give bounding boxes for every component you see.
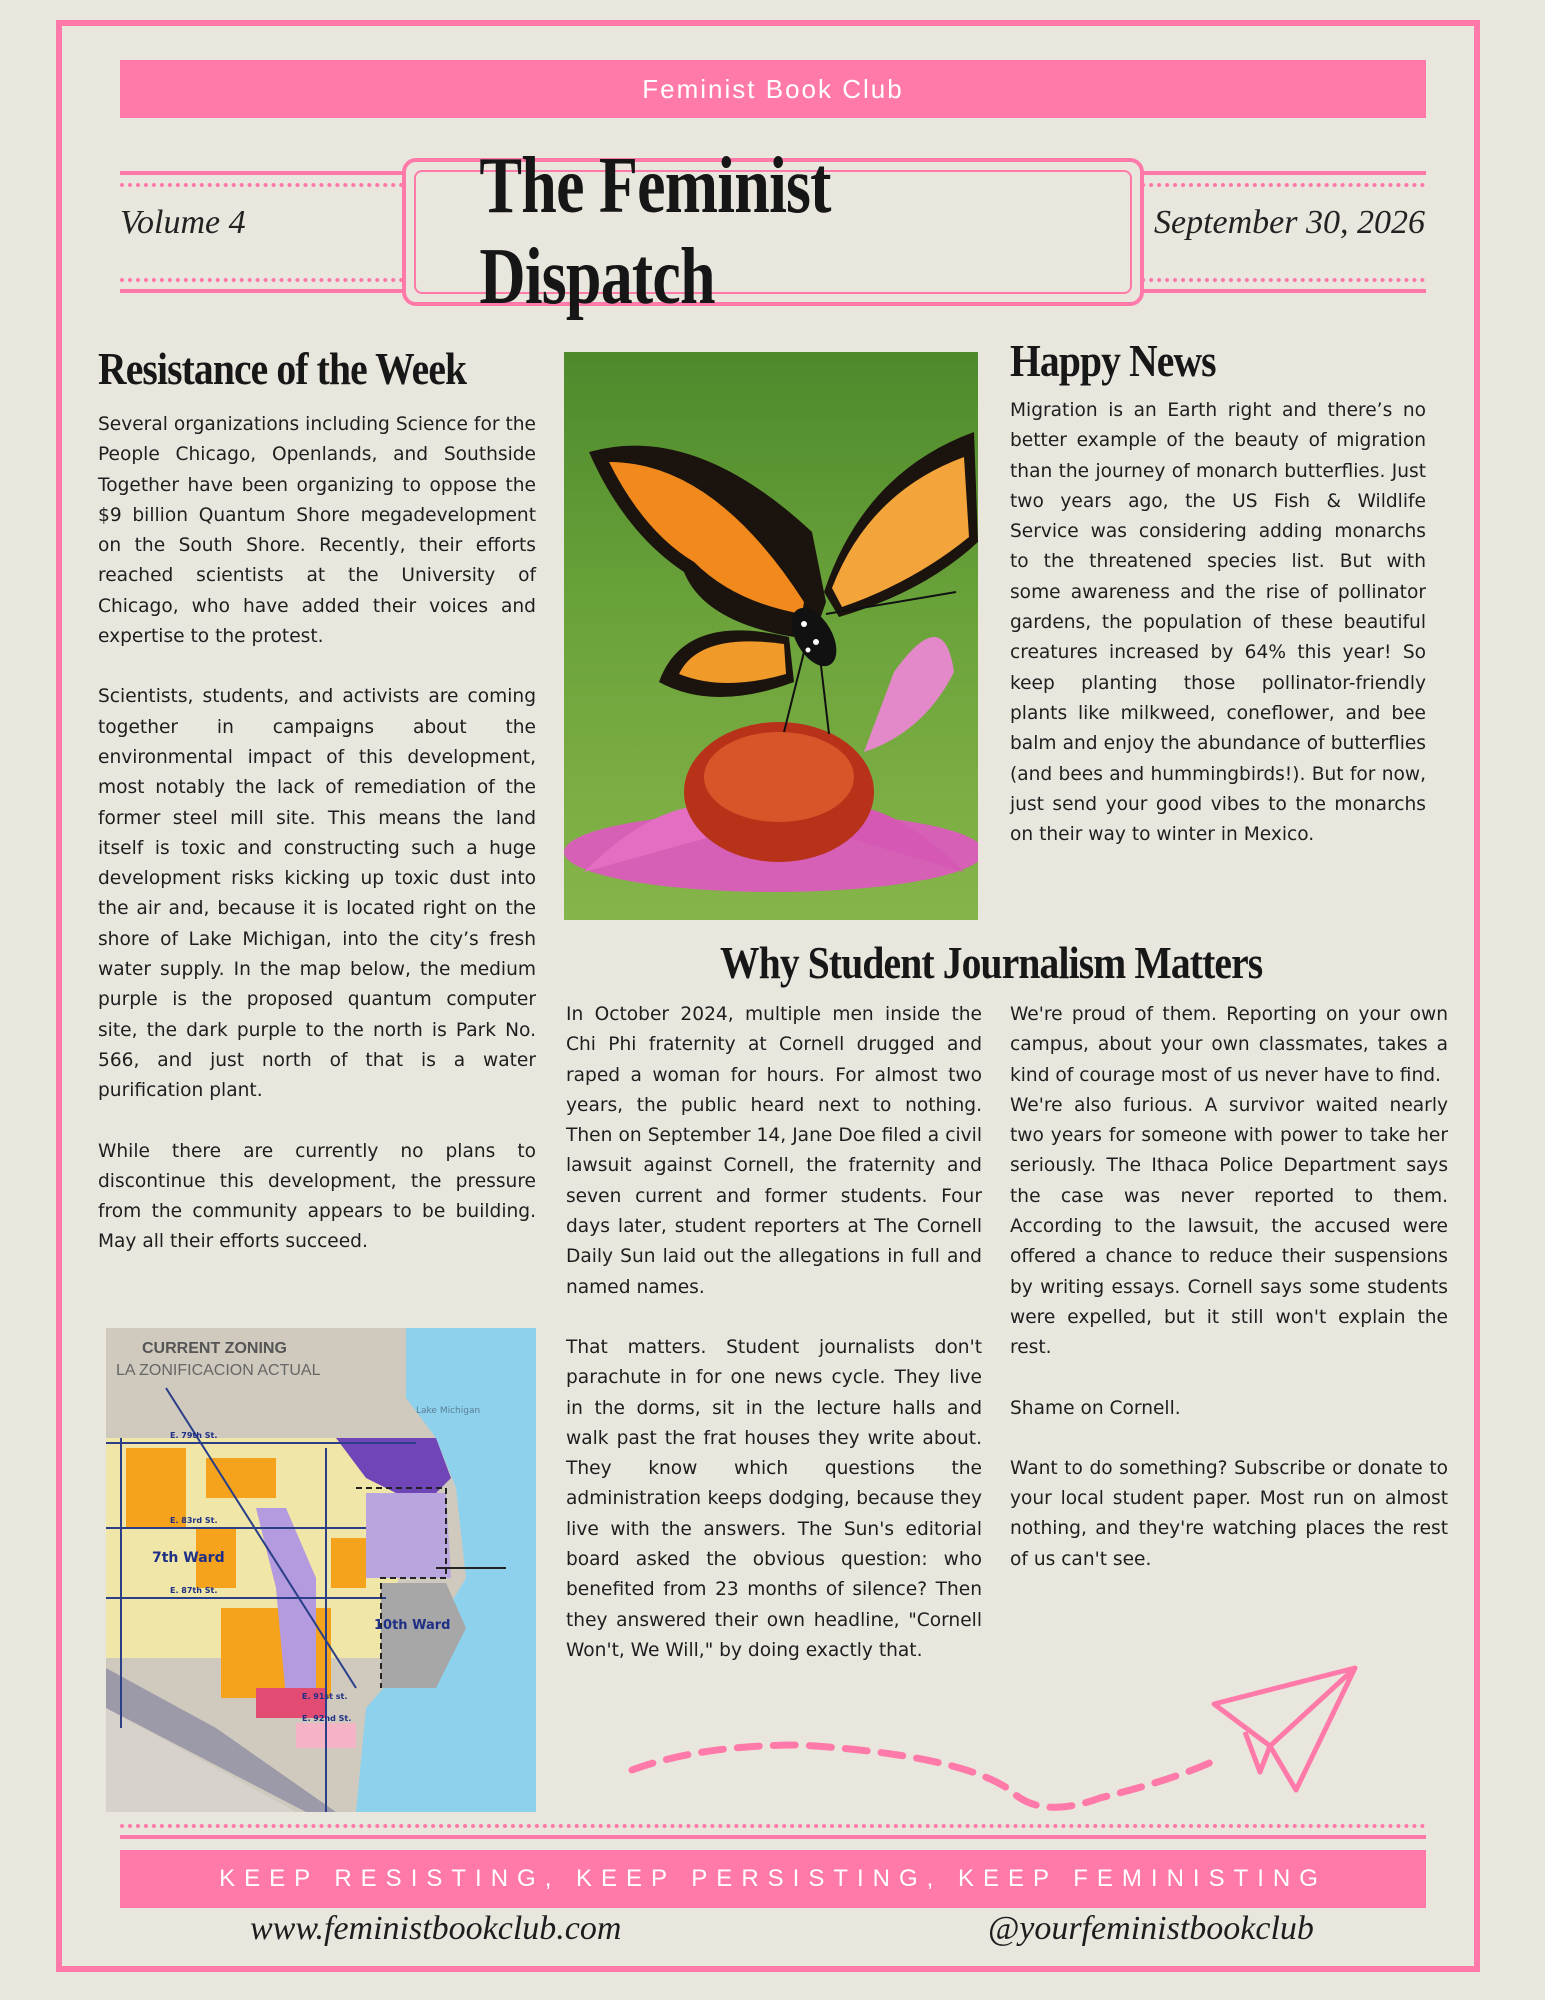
- slogan-text: KEEP RESISTING, KEEP PERSISTING, KEEP FEMINISTING: [219, 1865, 1327, 1892]
- paper-plane-icon: [620, 1660, 1380, 1820]
- resistance-article: [98, 410, 536, 1258]
- zoning-map-graphic: [106, 1328, 536, 1812]
- monarch-butterfly-photo: [564, 352, 978, 920]
- map-lake-label: Lake Michigan: [416, 1406, 481, 1416]
- map-street-label: E. 79th St.: [170, 1431, 218, 1440]
- journalism-paragraph: In October 2024, multiple men inside the Chi Phi fraternity at Cornell drugged and raped a woman for hours. For almost two years, the public heard next to nothing. Then on September 14, Jane Doe filed a civil lawsuit against Cornell, the fraternity and seven current and former students. Four days later, student reporters at The Cornell Daily Sun laid out the allegations in full and named names.: [566, 1004, 982, 1298]
- journalism-paragraph: Want to do something? Subscribe or donate to your local student paper. Most run on almost nothing, and they're watching places the rest of us can't see.: [1010, 1457, 1448, 1570]
- resistance-paragraph: Several organizations including Science for the People Chicago, Openlands, and Southside Together have been organizing to oppose the $9 billion Quantum Shore megadevelopment on the South Shore. Recently, their efforts reached scientists at the University of Chicago, who have added their voices and expertise to the protest.: [98, 414, 536, 648]
- club-name: Feminist Book Club: [642, 73, 904, 104]
- map-subtitle: LA ZONIFICACION ACTUAL: [116, 1362, 321, 1379]
- happy-news-paragraph: Migration is an Earth right and there’s no better example of the beauty of migration than the journey of monarch butterflies. Just two years ago, the US Fish & Wildlife Service was considering adding monarchs to the threatened species list. But with some awareness and the rise of pollinator gardens, the population of these beautiful creatures increased by 64% this year! So keep planting those pollinator-friendly plants like milkweed, coneflower, and bee balm and enjoy the abundance of butterflies (and bees and hummingbirds!). But for now, just send your good vibes to the monarchs on their way to winter in Mexico.: [1010, 400, 1426, 846]
- resistance-paragraph: While there are currently no plans to discontinue this development, the pressure from the community appears to be building. May all their efforts succeed.: [98, 1140, 536, 1253]
- map-ward-label: 10th Ward: [374, 1618, 451, 1633]
- club-banner: [120, 60, 1426, 118]
- zoning-map: [106, 1328, 536, 1812]
- footer-dots: [120, 1824, 1426, 1828]
- footer-rule: [120, 1835, 1426, 1839]
- map-street-label: E. 92nd St.: [302, 1714, 352, 1723]
- slogan-banner: [120, 1850, 1426, 1908]
- journalism-column-1: [566, 1000, 982, 1666]
- map-street-label: E. 91st st.: [302, 1692, 348, 1701]
- journalism-paragraph: Shame on Cornell.: [1010, 1397, 1181, 1419]
- journalism-heading: Why Student Journalism Matters: [720, 937, 1263, 988]
- journalism-column-2: [1010, 1000, 1448, 1575]
- volume-label: Volume 4: [120, 204, 246, 241]
- butterfly-illustration: [564, 352, 978, 920]
- happy-news-article: [1010, 396, 1426, 850]
- masthead: [402, 142, 1144, 321]
- resistance-paragraph: Scientists, students, and activists are coming together in campaigns about the environmental impact of this development, most notably the lack of remediation of the former steel mill site. This means the land itself is toxic and constructing such a huge development risks kicking up toxic dust into the air and, because it is located right on the shore of Lake Michigan, into the city’s fresh water supply. In the map below, the medium purple is the proposed quantum computer site, the dark purple to the north is Park No. 566, and just north of that is a water purification plant.: [98, 686, 536, 1102]
- journalism-paragraph: We're proud of them. Reporting on your own campus, about your own classmates, takes a kind of courage most of us never have to find.: [1010, 1004, 1448, 1086]
- journalism-paragraph: We're also furious. A survivor waited nearly two years for someone with power to take her seriously. The Ithaca Police Department says the case was never reported to them. According to the lawsuit, the accused were offered a chance to reduce their suspensions by writing essays. Cornell says some students were expelled, but it still won't explain the rest.: [1010, 1094, 1448, 1359]
- newsletter-title: The Feminist Dispatch: [479, 142, 831, 321]
- resistance-heading: Resistance of the Week: [98, 343, 467, 394]
- happy-news-heading: Happy News: [1010, 335, 1216, 386]
- issue-date: September 30, 2026: [1153, 204, 1425, 241]
- website-link[interactable]: www.feministbookclub.com: [250, 1910, 622, 1947]
- map-title: CURRENT ZONING: [142, 1340, 287, 1357]
- journalism-paragraph: That matters. Student journalists don't parachute in for one news cycle. They live in the dorms, sit in the lecture halls and walk past the frat houses they write about. They know which questions the administration keeps dodging, because they live with the answers. The Sun's editorial board asked the obvious question: who benefited from 23 months of silence? Then they answered their own headline, "Cornell Won't, We Will," by doing exactly that.: [566, 1336, 982, 1661]
- social-handle[interactable]: @yourfeministbookclub: [988, 1910, 1314, 1947]
- map-ward-label: 7th Ward: [152, 1550, 225, 1566]
- map-street-label: E. 83rd St.: [170, 1516, 218, 1525]
- map-street-label: E. 87th St.: [170, 1586, 218, 1595]
